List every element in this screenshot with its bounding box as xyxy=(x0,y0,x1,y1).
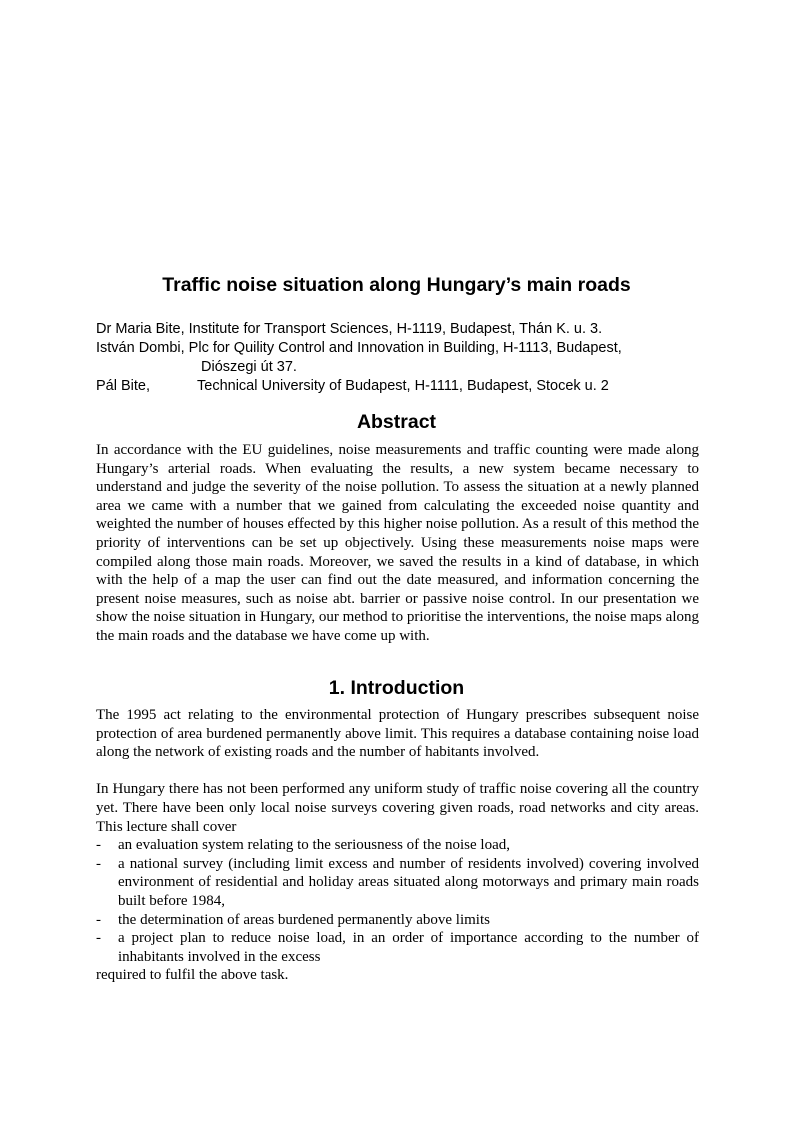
author-line-2: István Dombi, Plc for Quility Control and Innovation in Building, H-1113, Budapest, xyxy=(96,340,622,356)
list-bullet: - xyxy=(96,930,101,947)
list-item-text: a national survey (including limit excess and number of residents involved) covering involved environment of residential and holiday areas situated along motorways and primary main roads built before 1984, xyxy=(118,855,699,909)
introduction-paragraph-2: In Hungary there has not been performed any uniform study of traffic noise covering all the country yet. There have been only local noise surveys covering given roads, road networks and city areas. This lecture shall cover xyxy=(96,781,699,835)
abstract-text: In accordance with the EU guidelines, noise measurements and traffic counting were made along Hungary’s arterial roads. When evaluating the results, a new system became necessary to understand and judge the severity of the noise pollution. To assess the situation at a newly planned area we came with a number that we gained from calculating the exceeded noise quantity and weighted the number of houses effected by this higher noise pollution. As a result of this method the priority of interventions can be set up objectively. Using these measurements noise maps were compiled along those main roads. Moreover, we saved the results in a kind of database, in which with the help of a map the user can find out the date measured, and information concerning the present noise measures, such as noise abt. barrier or passive noise control. In our presentation we show the noise situation in Hungary, our method to prioritise the interventions, the noise maps along the main roads and the database we have come up with. xyxy=(96,442,699,644)
list-bullet: - xyxy=(96,855,101,872)
list-bullet: - xyxy=(96,911,101,928)
introduction-paragraph-1: The 1995 act relating to the environmental protection of Hungary prescribes subsequent noise protection of area burdened permanently above limit. This requires a database containing noise load along the network of existing roads and the number of habitants involved. xyxy=(96,707,699,761)
list-item-text: a project plan to reduce noise load, in an order of importance according to the number of inhabitants involved in the excess xyxy=(118,930,699,965)
list-bullet: - xyxy=(96,837,101,854)
list-item xyxy=(96,836,699,855)
paragraph-spacer xyxy=(96,762,699,781)
paper-title: Traffic noise situation along Hungary’s main roads xyxy=(162,274,631,296)
author-line-2-continuation: Diószegi út 37. xyxy=(201,359,297,375)
author-block xyxy=(96,320,716,396)
list-item-text: the determination of areas burdened permanently above limits xyxy=(118,911,490,928)
introduction-closing: required to fulfil the above task. xyxy=(96,967,289,984)
coverage-list xyxy=(96,836,699,966)
abstract-heading: Abstract xyxy=(356,411,437,433)
author-affiliation-3: Technical University of Budapest, H-1111, Budapest, Stocek u. 2 xyxy=(197,378,609,394)
list-item xyxy=(96,911,699,930)
introduction-body xyxy=(96,706,699,985)
author-line-1: Dr Maria Bite, Institute for Transport Sciences, H-1119, Budapest, Thán K. u. 3. xyxy=(96,321,603,337)
list-item xyxy=(96,929,699,966)
list-item-text: an evaluation system relating to the seriousness of the noise load, xyxy=(118,837,510,854)
author-line-3 xyxy=(96,377,716,396)
list-item xyxy=(96,855,699,911)
introduction-heading: 1. Introduction xyxy=(328,677,465,699)
author-name-3: Pál Bite, xyxy=(96,378,150,394)
